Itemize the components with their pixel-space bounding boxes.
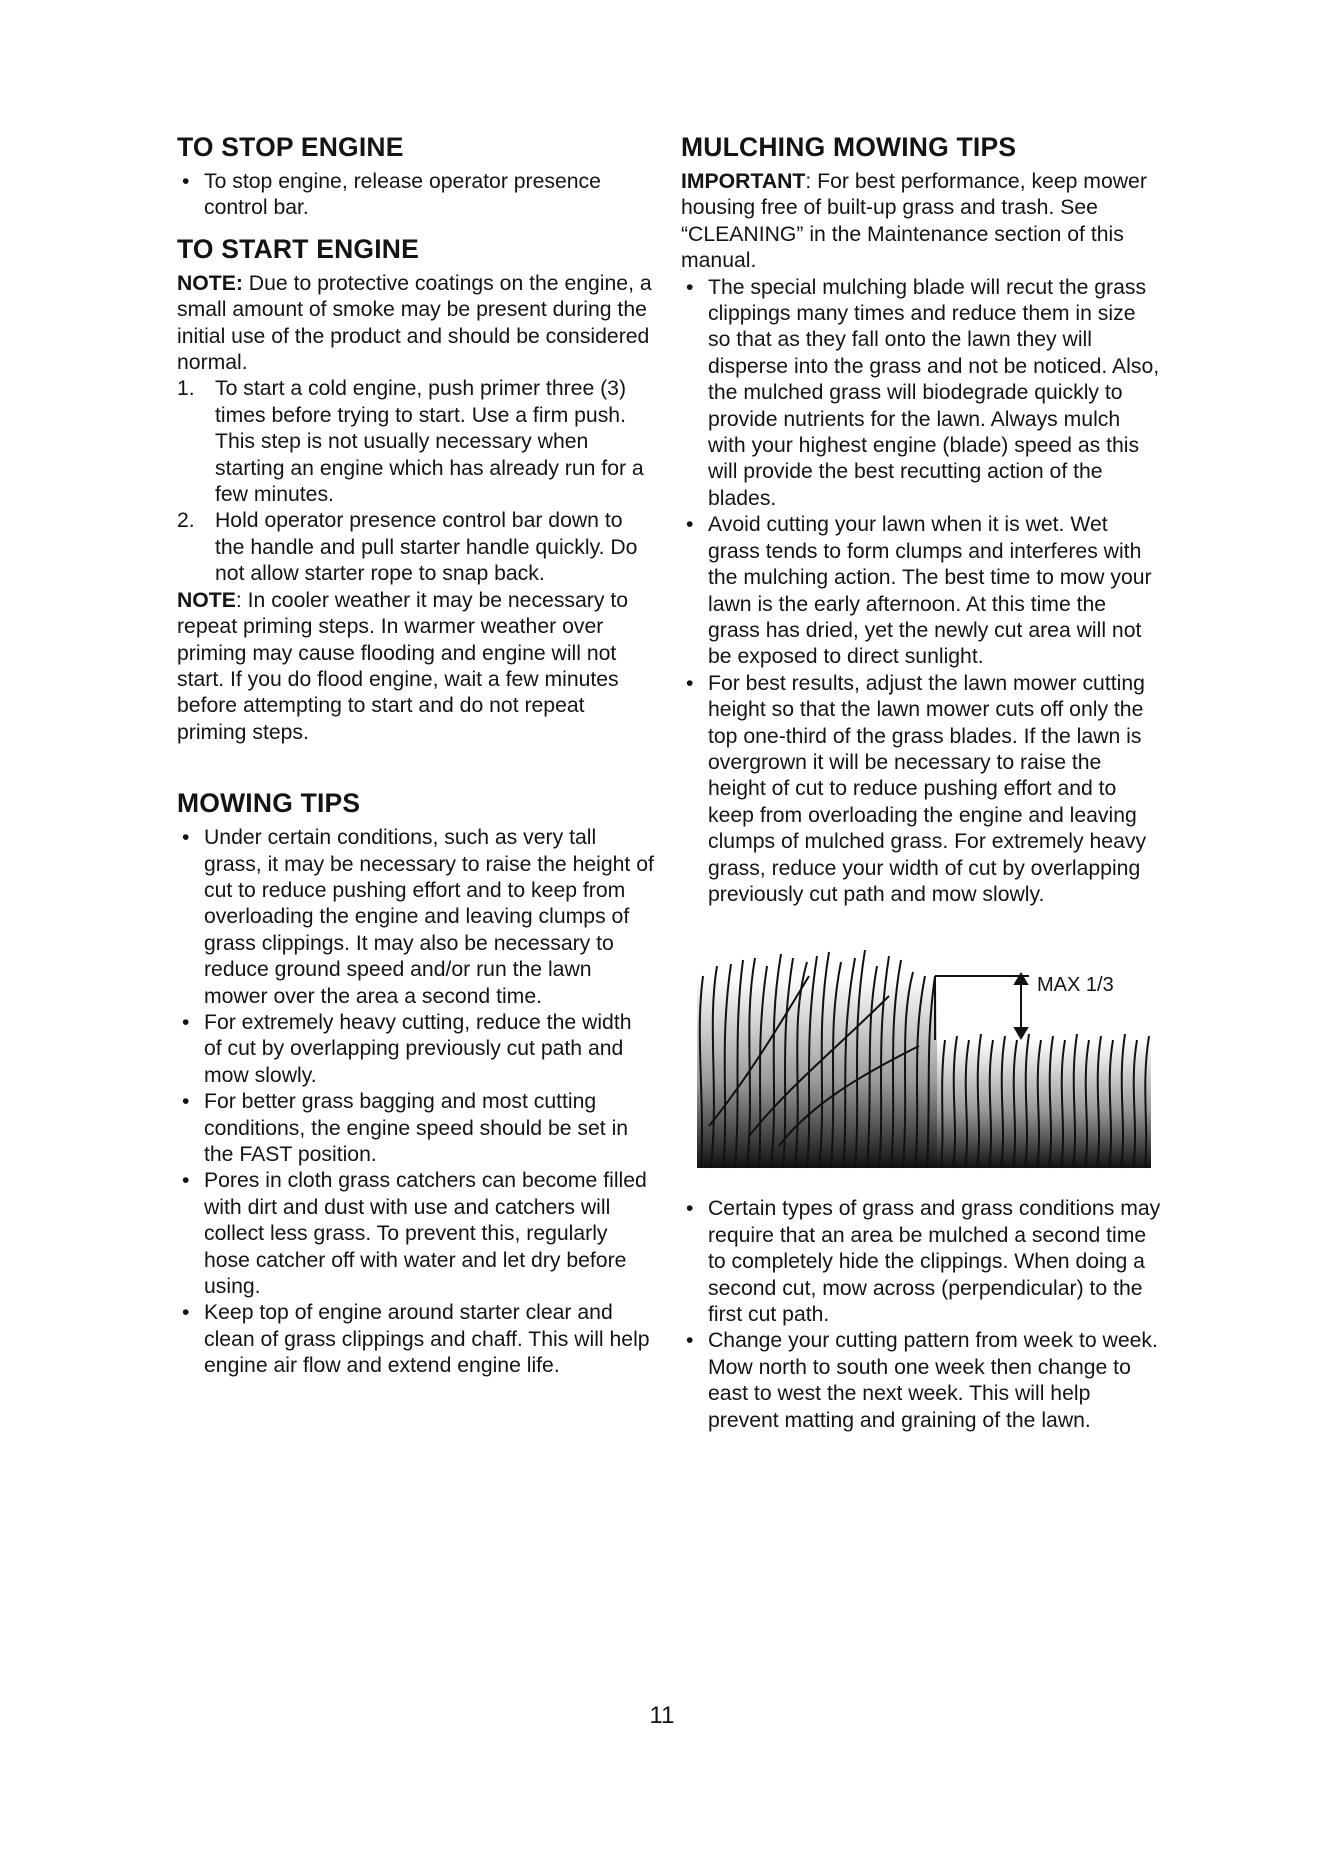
step-text: Hold operator presence control bar down to the handle and pull starter handle quickly. Do not allow starter rope to snap back. <box>215 509 638 586</box>
list-item: • Change your cutting pattern from week to week. Mow north to south one week then change to east to west the next week. This will help prevent matting and graining of the lawn. <box>681 1328 1161 1434</box>
list-item: • To stop engine, release operator presence control bar. <box>177 169 655 222</box>
list-item: • Keep top of engine around starter clear and clean of grass clippings and chaff. This will help engine air flow and extend engine life. <box>177 1300 655 1379</box>
list-item: • For extremely heavy cutting, reduce the width of cut by overlapping previously cut path and mow slowly. <box>177 1010 655 1089</box>
mulching-tips-list <box>681 275 1161 909</box>
left-column <box>177 132 655 1380</box>
list-item: • For better grass bagging and most cutting conditions, the engine speed should be set in the FAST position. <box>177 1089 655 1168</box>
tall-grass-shading <box>697 976 937 1168</box>
stop-engine-heading: TO STOP ENGINE <box>177 132 404 162</box>
step-text: To start a cold engine, push primer three (3) times before trying to start. Use a firm push. This step is not usually necessary when starting an engine which has already run for a few minutes. <box>215 377 644 507</box>
important-label: IMPORTANT <box>681 170 806 193</box>
max-height-indicator <box>935 974 1029 1040</box>
grass-cut-height-illustration <box>689 936 1169 1176</box>
note-label: NOTE <box>177 588 236 612</box>
list-item: • Under certain conditions, such as very tall grass, it may be necessary to raise the height of cut to reduce pushing effort and to keep from overloading the engine and leaving clumps of grass clippings. It may also be necessary to reduce ground speed and/or run the lawn mower over the area a second time. <box>177 825 655 1010</box>
cut-grass-shading <box>937 1040 1151 1168</box>
list-item: • Certain types of grass and grass conditions may require that an area be mulched a second time to completely hide the clippings. When doing a second cut, mow across (perpendicular) to the first cut path. <box>681 1196 1161 1328</box>
start-engine-heading: TO START ENGINE <box>177 233 420 264</box>
important-note <box>681 169 1161 275</box>
step-number: 2. <box>177 509 195 533</box>
list-item: • Pores in cloth grass catchers can become filled with dirt and dust with use and catchers will collect less grass. To prevent this, regularly hose catcher off with water and let dry before using. <box>177 1168 655 1300</box>
mulching-tips-heading: MULCHING MOWING TIPS <box>681 132 1017 162</box>
step-item <box>177 508 655 587</box>
list-item: • Avoid cutting your lawn when it is wet. Wet grass tends to form clumps and interferes with the mulching action. The best time to mow your lawn is the early afternoon. At this time the grass has dried, yet the newly cut area will not be exposed to direct sunlight. <box>681 512 1161 670</box>
mowing-tips-heading: MOWING TIPS <box>177 788 361 819</box>
step-item <box>177 376 655 508</box>
step-number: 1. <box>177 377 195 401</box>
grass-illustration <box>689 936 1159 1176</box>
stop-engine-list <box>177 169 655 222</box>
right-column <box>681 132 1161 1434</box>
start-engine-steps <box>177 376 655 587</box>
max-cut-label: MAX 1/3 <box>1037 974 1114 997</box>
page-number: 11 <box>649 1702 675 1729</box>
start-engine-note <box>177 271 655 377</box>
important-text: : For best performance, keep mower housing free of built-up grass and trash. See “CLEANING” in the Maintenance section of this manual. <box>681 170 1147 273</box>
list-item: • For best results, adjust the lawn mower cutting height so that the lawn mower cuts off only the top one-third of the grass blades. If the lawn is overgrown it will be necessary to raise the height of cut to reduce pushing effort and to keep from overloading the engine and leaving clumps of mulched grass. For extremely heavy grass, reduce your width of cut by overlapping previously cut path and mow slowly. <box>681 671 1161 909</box>
mulching-tips-list-continued <box>681 1196 1161 1434</box>
note-text: : In cooler weather it may be necessary to repeat priming steps. In warmer weather over priming may cause flooding and engine will not start. If you do flood engine, wait a few minutes before attempting to start and do not repeat priming steps. <box>177 588 629 744</box>
cold-weather-note <box>177 588 655 746</box>
note-text: Due to protective coatings on the engine, a small amount of smoke may be present during the initial use of the product and should be considered normal. <box>177 271 652 375</box>
mowing-tips-list <box>177 825 655 1380</box>
list-item: • The special mulching blade will recut the grass clippings many times and reduce them in size so that as they fall onto the lawn they will disperse into the grass and not be noticed. Also, the mulched grass will biodegrade quickly to provide nutrients for the lawn. Always mulch with your highest engine (blade) speed as this will provide the best recutting action of the blades. <box>681 275 1161 513</box>
note-label: NOTE: <box>177 271 243 295</box>
